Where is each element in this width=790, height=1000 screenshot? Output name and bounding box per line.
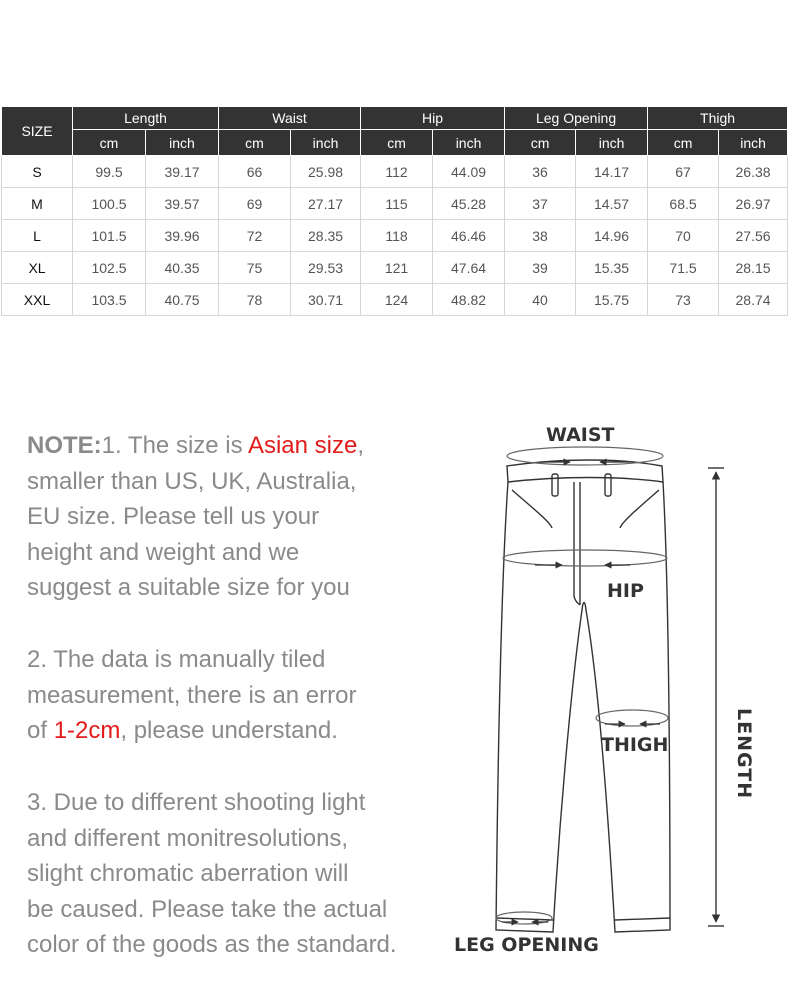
note-2-text: of: [27, 717, 54, 745]
note-3-line: color of the goods as the standard.: [27, 931, 397, 959]
unit-header: cm: [219, 130, 291, 156]
table-cell: 73: [648, 284, 719, 316]
table-cell: 45.28: [433, 188, 505, 220]
table-cell: 28.74: [719, 284, 788, 316]
table-cell: 29.53: [291, 252, 361, 284]
table-cell: 30.71: [291, 284, 361, 316]
leg-opening-label: LEG OPENING: [454, 934, 599, 956]
table-cell: 66: [219, 156, 291, 188]
error-range-highlight: 1-2cm: [53, 717, 121, 745]
table-cell: 121: [361, 252, 433, 284]
table-cell: 103.5: [73, 284, 146, 316]
note-2-line: [27, 713, 457, 749]
size-cell: S: [2, 156, 73, 188]
table-cell: 75: [219, 252, 291, 284]
table-cell: 69: [219, 188, 291, 220]
table-cell: 112: [361, 156, 433, 188]
table-group-header-row: [2, 107, 788, 130]
table-cell: 14.96: [576, 220, 648, 252]
table-cell: 14.17: [576, 156, 648, 188]
table-cell: 25.98: [291, 156, 361, 188]
table-cell: 28.35: [291, 220, 361, 252]
table-cell: 48.82: [433, 284, 505, 316]
note-label: NOTE:: [27, 432, 102, 459]
table-cell: 39: [505, 252, 576, 284]
note-2: [27, 642, 457, 749]
table-cell: 102.5: [73, 252, 146, 284]
table-cell: 100.5: [73, 188, 146, 220]
size-cell: M: [2, 188, 73, 220]
note-1-comma: ,: [357, 432, 365, 459]
leg-opening-group-header: Leg Opening: [505, 107, 648, 130]
note-1: [27, 428, 457, 606]
table-cell: 99.5: [73, 156, 146, 188]
note-1-text: 1. The size is: [101, 432, 248, 459]
pants-measurement-diagram: [440, 410, 790, 970]
table-cell: 26.38: [719, 156, 788, 188]
table-cell: 26.97: [719, 188, 788, 220]
unit-header: inch: [576, 130, 648, 156]
thigh-group-header: Thigh: [648, 107, 788, 130]
size-cell: XL: [2, 252, 73, 284]
table-cell: 27.17: [291, 188, 361, 220]
unit-header: inch: [433, 130, 505, 156]
note-1-line: height and weight and we: [27, 538, 300, 566]
table-cell: 27.56: [719, 220, 788, 252]
note-1-line: EU size. Please tell us your: [27, 503, 320, 531]
length-group-header: Length: [73, 107, 219, 130]
note-3: [27, 785, 467, 963]
note-1-line: [27, 428, 457, 464]
unit-header: cm: [361, 130, 433, 156]
unit-header: cm: [505, 130, 576, 156]
table-cell: 68.5: [648, 188, 719, 220]
size-cell: XXL: [2, 284, 73, 316]
table-cell: 40.75: [146, 284, 219, 316]
table-cell: 28.15: [719, 252, 788, 284]
table-row: [2, 220, 788, 252]
table-cell: 15.35: [576, 252, 648, 284]
table-cell: 39.96: [146, 220, 219, 252]
table-row: [2, 156, 788, 188]
table-cell: 15.75: [576, 284, 648, 316]
size-chart-table: [1, 106, 788, 316]
table-cell: 36: [505, 156, 576, 188]
note-3-line: and different monitresolutions,: [27, 824, 349, 852]
note-3-line: slight chromatic aberration will: [27, 860, 349, 888]
unit-header: inch: [719, 130, 788, 156]
table-cell: 40: [505, 284, 576, 316]
size-column-header: SIZE: [2, 107, 73, 156]
hip-group-header: Hip: [361, 107, 505, 130]
unit-header: inch: [291, 130, 361, 156]
note-2-line: 2. The data is manually tiled: [27, 646, 326, 673]
table-cell: 46.46: [433, 220, 505, 252]
table-cell: 67: [648, 156, 719, 188]
pants-outline-illustration: [440, 410, 790, 970]
table-cell: 72: [219, 220, 291, 252]
size-cell: L: [2, 220, 73, 252]
thigh-label: THIGH: [601, 734, 669, 756]
table-cell: 101.5: [73, 220, 146, 252]
table-cell: 124: [361, 284, 433, 316]
table-row: [2, 252, 788, 284]
table-cell: 71.5: [648, 252, 719, 284]
table-cell: 47.64: [433, 252, 505, 284]
table-row: [2, 188, 788, 220]
hip-label: HIP: [607, 580, 644, 602]
unit-header: cm: [648, 130, 719, 156]
table-cell: 115: [361, 188, 433, 220]
table-cell: 78: [219, 284, 291, 316]
table-cell: 118: [361, 220, 433, 252]
waist-label: WAIST: [546, 424, 615, 446]
table-unit-header-row: [2, 130, 788, 156]
waist-group-header: Waist: [219, 107, 361, 130]
note-2-line: measurement, there is an error: [27, 681, 357, 709]
asian-size-highlight: Asian size: [247, 432, 358, 459]
table-cell: 37: [505, 188, 576, 220]
table-cell: 44.09: [433, 156, 505, 188]
table-cell: 39.57: [146, 188, 219, 220]
note-1-line: suggest a suitable size for you: [27, 574, 350, 602]
table-cell: 70: [648, 220, 719, 252]
unit-header: inch: [146, 130, 219, 156]
note-3-line: 3. Due to different shooting light: [27, 789, 366, 816]
unit-header: cm: [73, 130, 146, 156]
note-3-line: be caused. Please take the actual: [27, 895, 388, 923]
table-cell: 14.57: [576, 188, 648, 220]
table-row: [2, 284, 788, 316]
table-cell: 38: [505, 220, 576, 252]
note-2-text: , please understand.: [120, 717, 338, 745]
note-1-line: smaller than US, UK, Australia,: [27, 467, 357, 495]
table-cell: 39.17: [146, 156, 219, 188]
table-cell: 40.35: [146, 252, 219, 284]
length-label: LENGTH: [733, 708, 755, 800]
